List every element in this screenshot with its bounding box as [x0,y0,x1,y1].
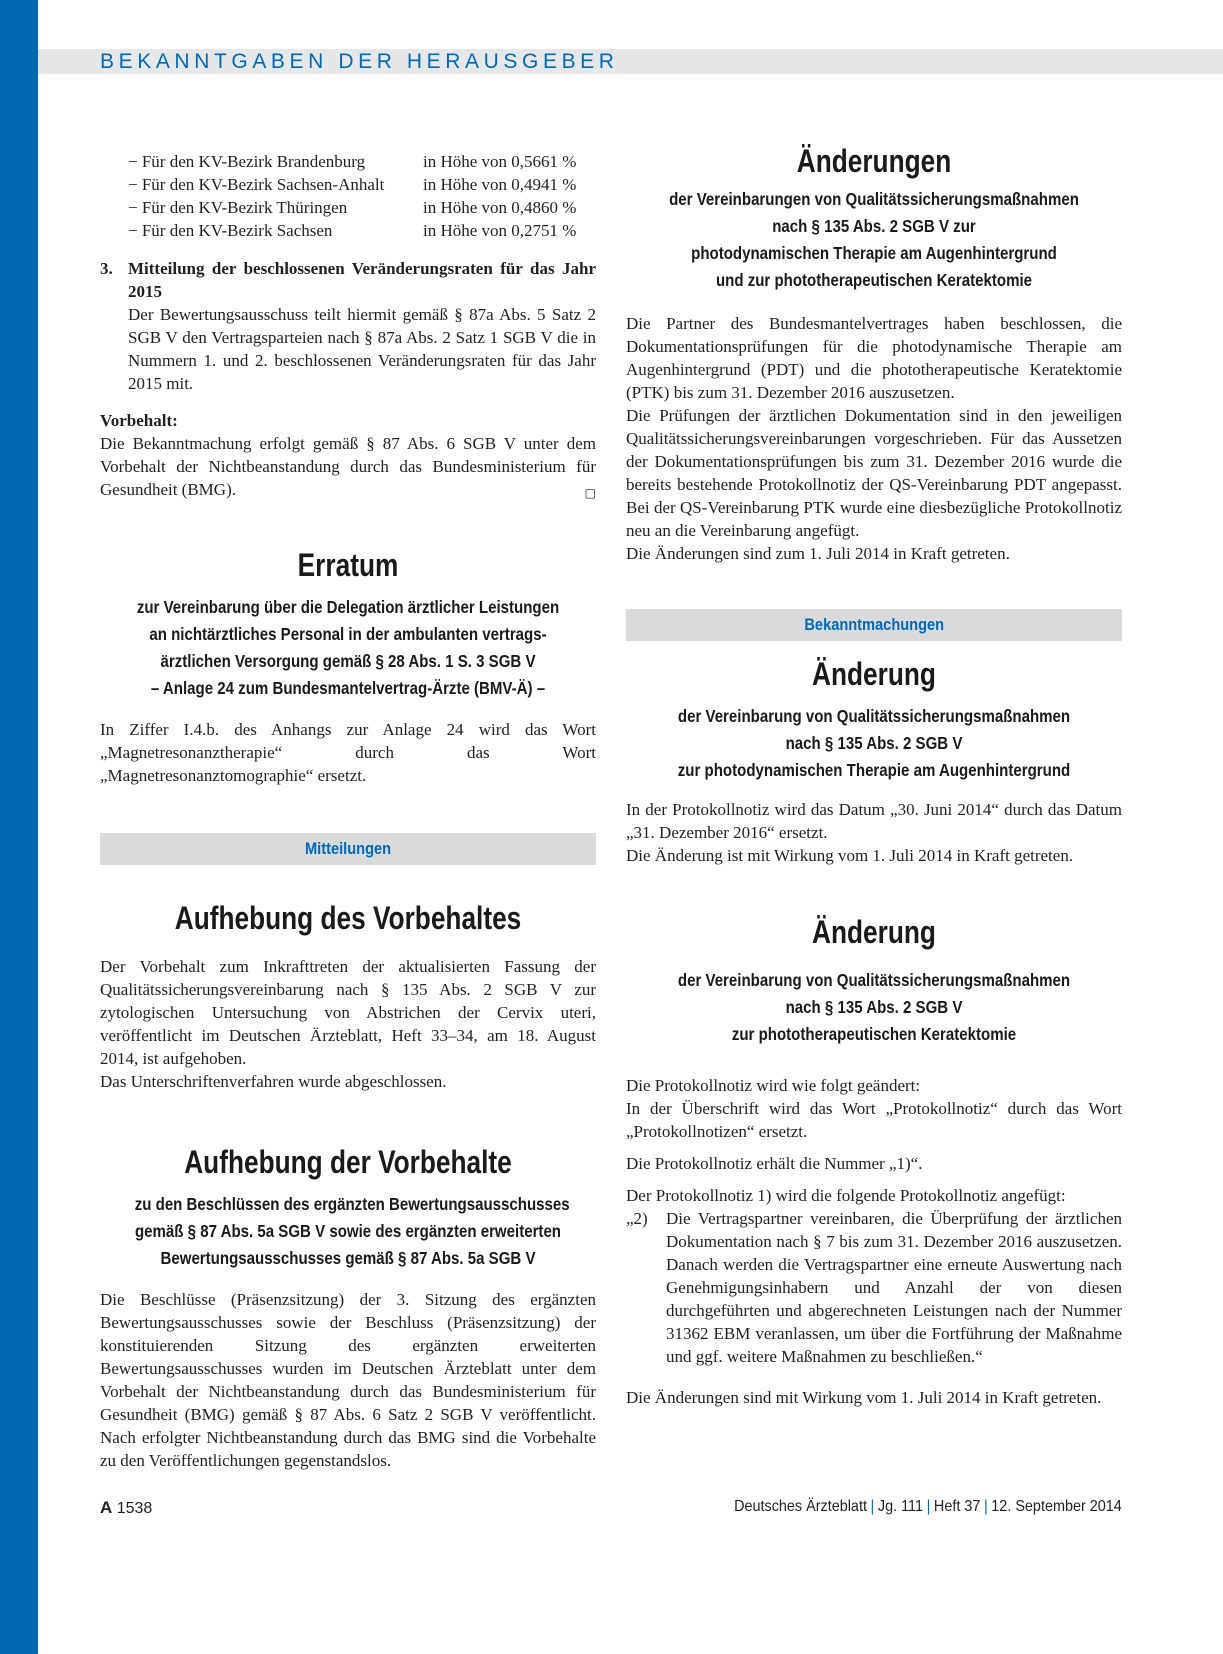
rate-row [128,219,596,242]
aufhebung-vorbehaltes-title: Aufhebung des Vorbehaltes [174,900,522,936]
rate-label: − Für den KV-Bezirk Brandenburg [128,152,366,171]
journal-date: 12. September 2014 [991,1498,1122,1515]
subtitle-line: Bewertungsausschusses gemäß § 87 Abs. 5a SGB V [160,1248,536,1268]
subtitle-line: zur photodynamischen Therapie am Augenhintergrund [677,760,1071,780]
journal-issue: Heft 37 [934,1498,981,1515]
rate-row [128,196,596,219]
rate-row [128,173,596,196]
section-label: Mitteilungen [304,839,392,858]
aenderungen-text-1: Die Partner des Bundesmantelvertrages haben beschlossen, die Dokumentationsprüfungen für die photodynamische Therapie am Augenhintergrund (PDT) und die phototherapeutische Keratektomie (PTK) bis zum 31. Dezember 2016 auszusetzen. [626,314,1122,402]
journal-name: Deutsches Ärzteblatt [734,1498,868,1515]
subtitle-line: nach § 135 Abs. 2 SGB V zur [772,216,976,236]
subtitle-line: zur phototherapeutischen Keratektomie [731,1024,1017,1044]
footer-journal-info: Deutsches Ärzteblatt | Jg. 111 | Heft 37 | 12. September 2014 [734,1498,1122,1515]
aenderung-ptk-title: Änderung [812,914,936,950]
subtitle-line: ärztlichen Versorgung gemäß § 28 Abs. 1 S. 3 SGB V [160,651,536,671]
aenderungen-text-2: Die Prüfungen der ärztlichen Dokumentation sind in den jeweiligen Qualitätssicherungsvereinbarungen vorgeschrieben. Für das Aussetzen der Dokumentationsprüfungen bis zum 31. Dezember 2016 wurde die bereits bestehende Protokollnotiz der QS-Vereinbarung PDT angepasst. Bei der QS-Vereinbarung PTK wurde eine diesbezügliche Protokollnotiz neu an die Vereinbarung angefügt. [626,406,1122,540]
rate-value: in Höhe von 0,5661 % [423,152,577,171]
page-letter: A [100,1498,113,1517]
aenderung-pdt-subtitle [661,703,1088,784]
erratum-text: In Ziffer I.4.b. des Anhangs zur Anlage 24 wird das Wort „Magnetresonanztherapie“ durch das Wort „Magnetresonanztomographie“ ersetzt. [100,720,596,785]
subtitle-line: gemäß § 87 Abs. 5a SGB V sowie des ergänzten erweiterten [134,1221,562,1241]
page-header-title: BEKANNTGABEN DER HERAUSGEBER [100,50,619,73]
list-item [626,1207,1122,1368]
item-text: Der Bewertungsausschuss teilt hiermit gemäß § 87a Abs. 5 Satz 2 SGB V den Vertragsparteien nach § 87a Abs. 2 Satz 1 SGB V die in Nummern 1. und 2. beschlossenen Veränderungsraten für das Jahr 2015 mit. [128,305,596,393]
page-number: 1538 [116,1500,153,1517]
rate-row [128,150,596,173]
rate-value: in Höhe von 0,4941 % [423,175,577,194]
aenderung-ptk-text-3: Die Protokollnotiz erhält die Nummer „1)“. [626,1154,923,1173]
numbered-item-3 [100,257,596,395]
aenderung-pdt-text-2: Die Änderung ist mit Wirkung vom 1. Juli 2014 in Kraft getreten. [626,846,1074,865]
list-marker: „2) [626,1209,648,1228]
item-title: Mitteilung der beschlossenen Veränderungsraten für das Jahr 2015 [128,259,596,301]
aufhebung-vorbehalte-title: Aufhebung der Vorbehalte [184,1144,512,1180]
aenderung-ptk-text-5: Die Änderungen sind mit Wirkung vom 1. Juli 2014 in Kraft getreten. [626,1388,1102,1407]
aenderungen-text-3: Die Änderungen sind zum 1. Juli 2014 in Kraft getreten. [626,544,1010,563]
rate-label: − Für den KV-Bezirk Thüringen [128,198,348,217]
left-column [100,150,596,1472]
vorbehalt-block [100,409,596,501]
aenderung-ptk-text-1: Die Protokollnotiz wird wie folgt geändert: [626,1076,921,1095]
subtitle-line: zur Vereinbarung über die Delegation ärztlicher Leistungen [136,597,560,617]
subtitle-line: nach § 135 Abs. 2 SGB V [785,997,963,1017]
section-label: Bekanntmachungen [804,615,944,634]
aenderungen-subtitle [661,186,1088,294]
aufhebung-vorbehalte-text: Die Beschlüsse (Präsenzsitzung) der 3. Sitzung des ergänzten Bewertungsausschusses sowie der Beschluss (Präsenzsitzung) der konstituierenden Sitzung des ergänzten erweiterten Bewertungsausschusses wurden im Deutschen Ärzteblatt unter dem Vorbehalt der Nichtbeanstandung durch das Bundesministerium für Gesundheit (BMG) gemäß § 87 Abs. 6 Satz 2 SGB V veröffentlicht. Nach erfolgter Nichtbeanstandung durch das BMG sind die Vorbehalte zu den Veröffentlichungen gegenstandslos. [100,1290,596,1470]
section-bar-bekanntmachungen [626,609,1122,641]
aufhebung-vorbehaltes-text: Der Vorbehalt zum Inkrafttreten der aktualisierten Fassung der Qualitätssicherungsvereinbarung nach § 135 Abs. 2 SGB V zur zytologischen Untersuchung von Abstrichen der Cervix uteri, veröffentlicht im Deutschen Ärzteblatt, Heft 33–34, am 18. August 2014, ist aufgehoben. [100,957,596,1068]
vorbehalt-text [100,432,596,501]
subtitle-line: der Vereinbarung von Qualitätssicherungsmaßnahmen [677,970,1071,990]
aufhebung-vorbehalte-subtitle [134,1191,570,1272]
subtitle-line: zu den Beschlüssen des ergänzten Bewertungsausschusses [134,1194,570,1214]
side-color-bar [0,0,38,1654]
rate-value: in Höhe von 0,2751 % [423,221,577,240]
aenderung-ptk-subtitle [661,967,1088,1048]
rate-label: − Für den KV-Bezirk Sachsen-Anhalt [128,175,385,194]
rate-label: − Für den KV-Bezirk Sachsen [128,221,333,240]
vorbehalt-label: Vorbehalt: [100,411,178,430]
subtitle-line: der Vereinbarung von Qualitätssicherungsmaßnahmen [677,706,1071,726]
aenderung-ptk-text-2: In der Überschrift wird das Wort „Protokollnotiz“ durch das Wort „Protokollnotizen“ ersetzt. [626,1099,1122,1141]
erratum-subtitle [135,594,562,702]
subtitle-line: der Vereinbarungen von Qualitätssicherungsmaßnahmen [669,189,1079,209]
item-number: 3. [100,259,113,278]
rate-value: in Höhe von 0,4860 % [423,198,577,217]
aenderung-pdt-title: Änderung [812,656,936,692]
subtitle-line: nach § 135 Abs. 2 SGB V [785,733,963,753]
right-column [626,143,1122,1409]
subtitle-line: an nichtärztliches Personal in der ambulanten vertrags- [149,624,547,644]
subtitle-line: photodynamischen Therapie am Augenhintergrund [691,243,1057,263]
section-bar-mitteilungen [100,833,596,865]
subtitle-line: – Anlage 24 zum Bundesmantelvertrag-Ärzte (BMV-Ä) – [150,678,546,698]
rate-list [128,150,596,242]
footer-page-number [100,1498,152,1518]
erratum-title: Erratum [297,547,399,583]
aenderung-ptk-text-4: Der Protokollnotiz 1) wird die folgende Protokollnotiz angefügt: [626,1186,1066,1205]
journal-volume: Jg. 111 [878,1498,924,1515]
subtitle-line: und zur phototherapeutischen Keratektomie [715,270,1033,290]
aufhebung-vorbehaltes-text-2: Das Unterschriftenverfahren wurde abgeschlossen. [100,1072,447,1091]
end-mark: □ [584,486,596,500]
aenderungen-title: Änderungen [796,143,952,179]
aenderung-pdt-text-1: In der Protokollnotiz wird das Datum „30. Juni 2014“ durch das Datum „31. Dezember 2016“ ersetzt. [626,800,1122,842]
vorbehalt-body: Die Bekanntmachung erfolgt gemäß § 87 Abs. 6 SGB V unter dem Vorbehalt der Nichtbeanstandung durch das Bundesministerium für Gesundheit (BMG). [100,434,596,499]
list-text: Die Vertragspartner vereinbaren, die Überprüfung der ärztlichen Dokumentation nach § 7 bis zum 31. Dezember 2016 auszusetzen. Danach werden die Vertragspartner eine erneute Auswertung nach Genehmigungsinhabern und Anzahl der von diesen durchgeführten und abgerechneten Leistungen nach der Nummer 31362 EBM veranlassen, um über die Fortführung der Maßnahme und ggf. weitere Maßnahmen zu beschließen.“ [666,1209,1122,1366]
